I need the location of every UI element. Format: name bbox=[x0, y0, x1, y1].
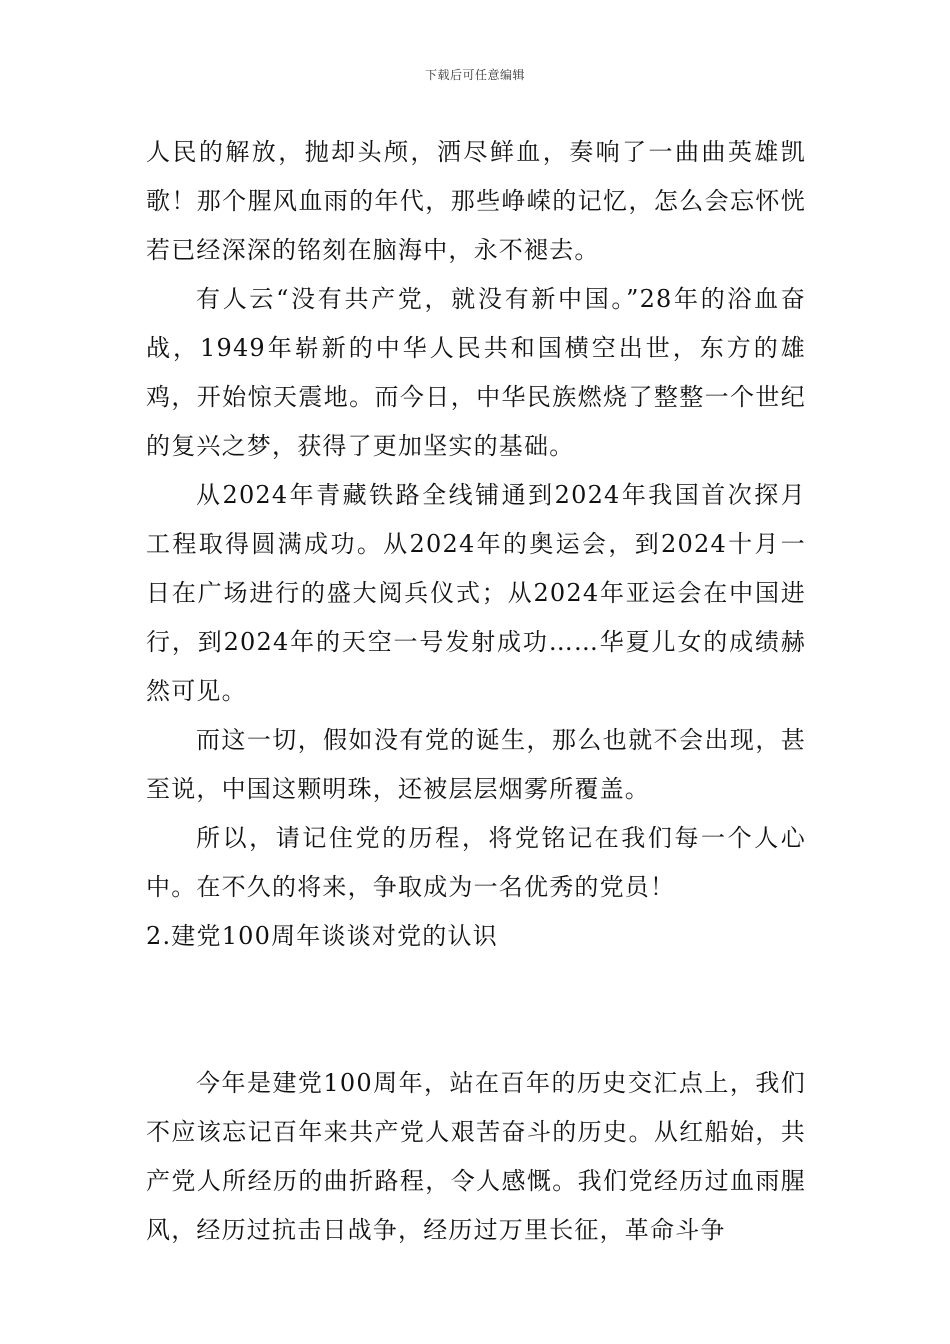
paragraph-party-birth: 而这一切，假如没有党的诞生，那么也就不会出现，甚至说，中国这颗明珠，还被层层烟雾所覆盖。 bbox=[146, 726, 806, 803]
section-spacer bbox=[146, 961, 806, 1059]
paragraph-centenary: 今年是建党100周年，站在百年的历史交汇点上，我们不应该忘记百年来共产党人艰苦奋斗的历史。从红船始，共产党人所经历的曲折路程，令人感慨。我们党经历过血雨腥风，经历过抗击日战争，经历过万里长征，革命斗争 bbox=[146, 1069, 806, 1244]
paragraph-new-china: 有人云“没有共产党，就没有新中国。”28年的浴血奋战，1949年崭新的中华人民共和国横空出世，东方的雄鸡，开始惊天震地。而今日，中华民族燃烧了整整一个世纪的复兴之梦，获得了更加坚实的基础。 bbox=[146, 285, 806, 460]
paragraph-remember: 所以，请记住党的历程，将党铭记在我们每一个人心中。在不久的将来，争取成为一名优秀的党员！ bbox=[146, 824, 806, 901]
paragraph-achievements: 从2024年青藏铁路全线铺通到2024年我国首次探月工程取得圆满成功。从2024年的奥运会，到2024十月一日在广场进行的盛大阅兵仪式；从2024年亚运会在中国进行，到2024年的天空一号发射成功……华夏儿女的成绩赫然可见。 bbox=[146, 481, 806, 705]
page-header-note: 下载后可任意编辑 bbox=[424, 68, 525, 82]
document-body bbox=[146, 128, 806, 1255]
paragraph-continuation: 人民的解放，抛却头颅，洒尽鲜血，奏响了一曲曲英雄凯歌！那个腥风血雨的年代，那些峥嵘的记忆，怎么会忘怀恍若已经深深的铭刻在脑海中，永不褪去。 bbox=[146, 138, 806, 264]
section-heading: 2.建党100周年谈谈对党的认识 bbox=[146, 922, 498, 950]
